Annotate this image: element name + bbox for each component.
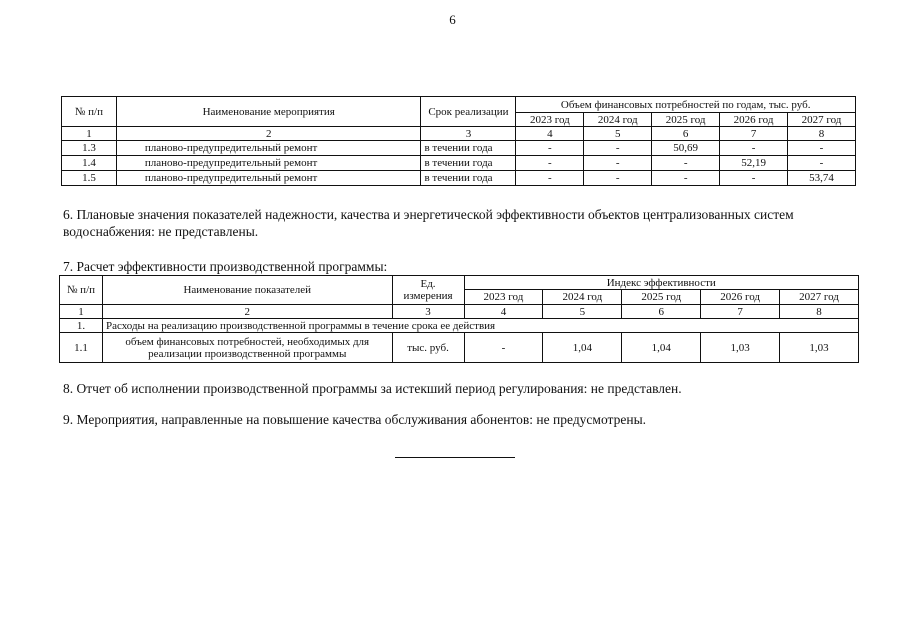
row-value: - bbox=[720, 141, 788, 156]
year-header: 2025 год bbox=[652, 113, 720, 127]
row-num: 1.3 bbox=[62, 141, 117, 156]
row-term: в течении года bbox=[421, 171, 516, 186]
col-header-name: Наименование мероприятия bbox=[116, 97, 421, 127]
index-cell: 6 bbox=[622, 305, 701, 319]
col-header-unit: Ед. измерения bbox=[392, 276, 464, 305]
section-row-text: Расходы на реализацию производственной программы в течение срока ее действия bbox=[102, 319, 858, 333]
col-header-num: № п/п bbox=[62, 97, 117, 127]
row-value: 53,74 bbox=[788, 171, 856, 186]
row-value: - bbox=[584, 141, 652, 156]
row-term: в течении года bbox=[421, 156, 516, 171]
index-cell: 5 bbox=[543, 305, 622, 319]
efficiency-table bbox=[59, 275, 859, 363]
row-value: 1,03 bbox=[780, 333, 859, 363]
index-cell: 2 bbox=[116, 127, 421, 141]
year-header: 2026 год bbox=[701, 290, 780, 305]
section-6-text: 6. Плановые значения показателей надежности, качества и энергетической эффективности объектов централизованных систем водоснабжения: не представлены. bbox=[63, 207, 794, 239]
section-9-text: 9. Мероприятия, направленные на повышение качества обслуживания абонентов: не предусмотрены. bbox=[63, 412, 647, 427]
index-cell: 1 bbox=[60, 305, 103, 319]
year-header: 2023 год bbox=[464, 290, 543, 305]
row-value: - bbox=[516, 141, 584, 156]
index-cell: 2 bbox=[102, 305, 392, 319]
col-header-group: Объем финансовых потребностей по годам, тыс. руб. bbox=[516, 97, 856, 113]
index-row bbox=[60, 305, 859, 319]
year-header: 2026 год bbox=[720, 113, 788, 127]
row-value: - bbox=[652, 171, 720, 186]
table-row bbox=[62, 156, 856, 171]
index-cell: 6 bbox=[652, 127, 720, 141]
index-cell: 5 bbox=[584, 127, 652, 141]
page-number: 6 bbox=[449, 12, 456, 27]
table-row bbox=[62, 171, 856, 186]
row-value: - bbox=[720, 171, 788, 186]
year-header: 2024 год bbox=[584, 113, 652, 127]
row-num: 1.1 bbox=[60, 333, 103, 363]
index-row bbox=[62, 127, 856, 141]
row-num: 1.4 bbox=[62, 156, 117, 171]
row-value: 52,19 bbox=[720, 156, 788, 171]
section-row bbox=[60, 319, 859, 333]
col-header-name: Наименование показателей bbox=[102, 276, 392, 305]
table-row bbox=[60, 333, 859, 363]
index-cell: 7 bbox=[720, 127, 788, 141]
row-value: - bbox=[516, 171, 584, 186]
row-value: - bbox=[652, 156, 720, 171]
index-cell: 3 bbox=[392, 305, 464, 319]
row-term: в течении года bbox=[421, 141, 516, 156]
row-name: объем финансовых потребностей, необходимых для реализации производственной программы bbox=[102, 333, 392, 363]
row-value: - bbox=[788, 156, 856, 171]
row-value: 1,04 bbox=[622, 333, 701, 363]
section-row-num: 1. bbox=[60, 319, 103, 333]
index-cell: 8 bbox=[788, 127, 856, 141]
section-8-text: 8. Отчет об исполнении производственной программы за истекший период регулирования: не представлен. bbox=[63, 381, 682, 396]
table-row bbox=[62, 141, 856, 156]
row-name: планово-предупредительный ремонт bbox=[116, 156, 421, 171]
index-cell: 8 bbox=[780, 305, 859, 319]
row-value: - bbox=[584, 156, 652, 171]
row-name: планово-предупредительный ремонт bbox=[116, 141, 421, 156]
year-header: 2025 год bbox=[622, 290, 701, 305]
row-value: - bbox=[464, 333, 543, 363]
row-value: 50,69 bbox=[652, 141, 720, 156]
year-header: 2027 год bbox=[780, 290, 859, 305]
index-cell: 7 bbox=[701, 305, 780, 319]
index-cell: 1 bbox=[62, 127, 117, 141]
row-value: - bbox=[584, 171, 652, 186]
year-header: 2023 год bbox=[516, 113, 584, 127]
row-value: - bbox=[516, 156, 584, 171]
year-header: 2027 год bbox=[788, 113, 856, 127]
col-header-group: Индекс эффективности bbox=[464, 276, 859, 290]
col-header-num: № п/п bbox=[60, 276, 103, 305]
index-cell: 4 bbox=[516, 127, 584, 141]
row-name: планово-предупредительный ремонт bbox=[116, 171, 421, 186]
row-num: 1.5 bbox=[62, 171, 117, 186]
year-header: 2024 год bbox=[543, 290, 622, 305]
row-value: 1,04 bbox=[543, 333, 622, 363]
index-cell: 3 bbox=[421, 127, 516, 141]
col-header-term: Срок реализации bbox=[421, 97, 516, 127]
financial-needs-table bbox=[61, 96, 856, 186]
index-cell: 4 bbox=[464, 305, 543, 319]
closing-rule bbox=[395, 457, 515, 458]
row-value: - bbox=[788, 141, 856, 156]
row-value: 1,03 bbox=[701, 333, 780, 363]
section-7-title: 7. Расчет эффективности производственной программы: bbox=[63, 259, 388, 274]
row-unit: тыс. руб. bbox=[392, 333, 464, 363]
